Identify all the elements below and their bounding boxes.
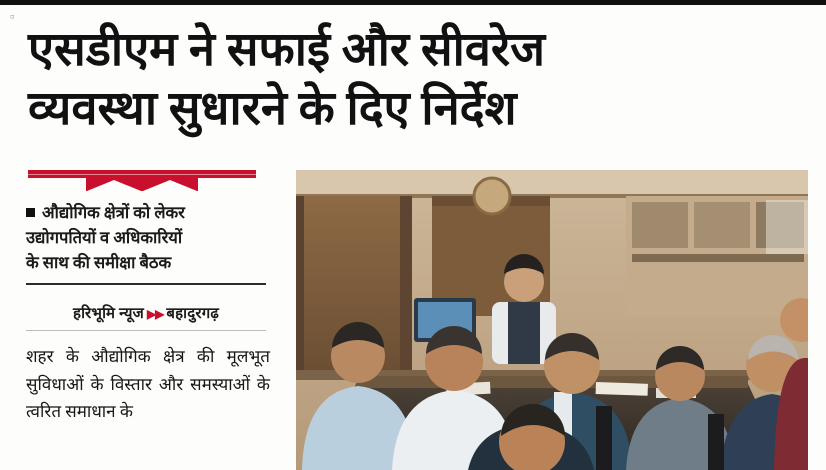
kicker-line-3: के साथ की समीक्षा बैठक [26,253,172,273]
article-photo [296,170,808,470]
bullet-square-icon [26,208,35,217]
byline [26,303,266,331]
body-paragraph: शहर के औद्योगिक क्षेत्र की मूलभूत सुविधाओं के विस्तार और समस्याओं के त्वरित समाधान के [26,347,270,422]
byline-source: हरिभूमि न्यूज [72,306,144,323]
kicker-block [26,200,266,285]
photo-illustration [296,170,808,470]
kicker-text [26,200,266,275]
headline-line-2: व्यवस्था सुधारने के दिए निर्देश [28,83,517,136]
kicker-line-2: उद्योगपतियों व अधिकारियों [26,228,183,248]
headline-line-1: एसडीएम ने सफाई और सीवरेज [28,24,545,76]
byline-arrows-icon: ▶▶ [146,307,164,322]
kicker-line-1: औद्योगिक क्षेत्रों को लेकर [42,203,185,222]
chevron-ornament-icon [28,170,256,192]
byline-place: बहादुरगढ़ [166,306,220,323]
left-column [26,170,274,426]
page-title [28,22,806,139]
corner-mark: ¤ [10,12,15,22]
top-rule-divider [0,0,826,5]
